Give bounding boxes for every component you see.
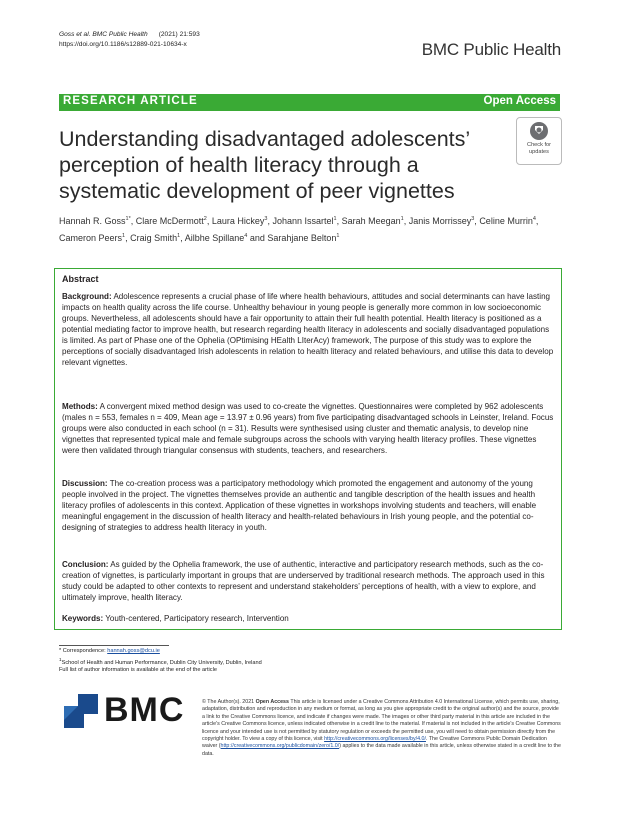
badge-line1: Check for [527,142,551,148]
check-updates-icon [529,121,549,141]
author-affiliation: 4 [244,233,248,239]
author-separator: and [247,233,268,243]
author-affiliation: 1 [400,216,404,222]
license-part2: This article is licensed under a Creative Commons Attribution 4.0 International License, which permits use, sharing, adaptation, distribution and reproduction in any medium or format, as long as you give appropriate credit to the original author(s) and the source, provide a link to the Creative Commons licence, and indicate if changes were made. The images or other third party material in this article are included in the article's Creative Commons licence, unless indicated otherwise in a credit line to the material. If material is not included in the article's Creative Commons licence and your intended use is not permitted by statutory regulation or exceeds the permitted use, you will need to obtain permission directly from the copyright holder. To view a copy of this licence, visit [202,699,561,743]
license-statement [202,699,562,758]
discussion-text: The co-creation process was a participatory methodology which promoted the engagement and autonomy of the young people involved in the project. The vignettes themselves provide an authentic and tangible description of the health issues and health literacy profiles of adolescents in this context. Application of these vignettes in workshops involving students and teachers, will enable meaningful engagement in the discussion of health literacy and health-related behaviours in Irish young people, and the potential co-designing of strategies to address health literacy in youth. [62,479,537,532]
author-name: Clare McDermott [135,216,204,226]
abstract-conclusion [62,559,556,603]
footnote-divider [59,645,169,646]
author-separator: , [336,216,342,226]
keywords-text: Youth-centered, Participatory research, Intervention [105,614,289,623]
affiliation-text: School of Health and Human Performance, Dublin City University, Dublin, Ireland [61,659,262,666]
license-part1: © The Author(s). 2021 [202,699,256,705]
correspondence-email[interactable]: hannah.goss@dcu.ie [107,648,160,654]
conclusion-label: Conclusion: [62,560,109,569]
license-link-by[interactable]: http://creativecommons.org/licenses/by/4.0/ [324,736,426,743]
license-link-zero[interactable]: http://creativecommons.org/publicdomain/zero/1.0/ [220,743,340,750]
article-title: Understanding disadvantaged adolescents’ perception of health literacy through a systematic development of peer vignettes [59,127,470,203]
author-affiliation: 1 [122,233,126,239]
author-affiliation: 3 [264,216,268,222]
author-separator: , [474,216,480,226]
abstract-discussion [62,478,556,533]
author-separator: , [180,233,185,243]
journal-name: BMC Public Health [421,40,561,59]
keywords-label: Keywords: [62,614,104,623]
discussion-label: Discussion: [62,479,108,488]
author-separator: , [130,216,136,226]
citation-journal: Goss et al. BMC Public Health [59,31,148,38]
author-affiliation: 2 [203,216,207,222]
author-separator: , [206,216,212,226]
author-affiliation: 3 [471,216,475,222]
license-part4: ) applies to the data made available in this article, unless otherwise stated in a credit line to the data. [202,743,561,757]
abstract-keywords [62,613,556,624]
full-author-info: Full list of author information is available at the end of the article [59,667,217,674]
author-name: Laura Hickey [211,216,265,226]
author-name: Johann Issartel [272,216,334,226]
abstract-heading: Abstract [62,274,99,284]
methods-text: A convergent mixed method design was used to co-create the vignettes. Questionnaires were completed by 962 adolescents (males n = 553, females n = 409, Mean age = 13.97 ± 0.96 years) from five participating disadvantaged schools in Leinster, Ireland. Focus groups were also conducted in each school (n = 31). Results were synthesised using cluster and thematic analysis, to develop nine vignettes that represented typical male and female subgroups across the schools with varying health literacy profiles. These vignettes were then validated through triangular consensus with students, teachers, and researchers. [62,402,554,455]
abstract-background [62,291,556,368]
author-name: Janis Morrissey [408,216,472,226]
open-access-label: Open Access [483,95,556,107]
correspondence-label: * Correspondence: [59,648,106,654]
conclusion-text: As guided by the Ophelia framework, the use of authentic, interactive and participatory research methods, such as the co-creation of vignettes, is particularly important in groups that are underserved by traditional research methods. The approach used in this study could be adapted to other contexts to represent and understand stakeholders’ perceptions of health, with a view to explore, and ultimately improve, health literacy. [62,560,545,602]
author-affiliation: 1 [336,233,340,239]
license-open-access: Open Access [255,699,289,705]
author-name: Ailbhe Spillane [184,233,245,243]
author-name: Sarah Meegan [341,216,401,226]
badge-line2: updates [529,149,549,155]
background-label: Background: [62,292,112,301]
author-affiliation: 1 [333,216,337,222]
author-separator: , [267,216,273,226]
author-affiliation: 1 [177,233,181,239]
background-text: Adolescence represents a crucial phase of life where health behaviours, attitudes and social determinants can have lasting impacts on health quality across the life course. Unhealthy behaviour in young people is generally more common in low socioeconomic groups. Nevertheless, all adolescents should have a fair opportunity to attain their full health potential. Health literacy is positioned as a potential mediating factor to improve health, but research regarding health literacy in adolescents and socially disadvantaged populations is limited. As part of Phase one of the Ophelia (OPtimising HEalth LIterAcy) framework, The purpose of this study was to explore the perceptions of socially disadvantaged Irish adolescents in relation to health literacy and related behaviours, and utilise this data to develop relevant vignettes. [62,292,554,367]
author-list [59,212,559,246]
article-banner [59,94,560,111]
check-for-updates-badge[interactable] [516,117,562,165]
author-separator: , [535,216,539,226]
author-name: Craig Smith [130,233,178,243]
methods-label: Methods: [62,402,98,411]
doi-link[interactable]: https://doi.org/10.1186/s12889-021-10634-x [59,41,187,48]
abstract-methods [62,401,556,456]
footnotes [59,648,309,675]
author-name: Celine Murrin [479,216,533,226]
license-part3: . The Creative Commons Public Domain Dedication waiver ( [202,736,547,750]
affiliation-number: 1 [59,656,62,662]
bmc-logo-icon [64,694,98,728]
author-separator: , [403,216,409,226]
article-type: RESEARCH ARTICLE [63,95,198,107]
citation-header [59,30,200,50]
author-affiliation: 1* [125,216,131,222]
author-name: Hannah R. Goss [59,216,126,226]
author-name: Cameron Peers [59,233,123,243]
citation-year: (2021) 21:593 [158,31,200,38]
author-separator: , [125,233,131,243]
bmc-logo-text: BMC [104,691,185,729]
author-affiliation: 4 [532,216,536,222]
author-name: Sarahjane Belton [267,233,337,243]
